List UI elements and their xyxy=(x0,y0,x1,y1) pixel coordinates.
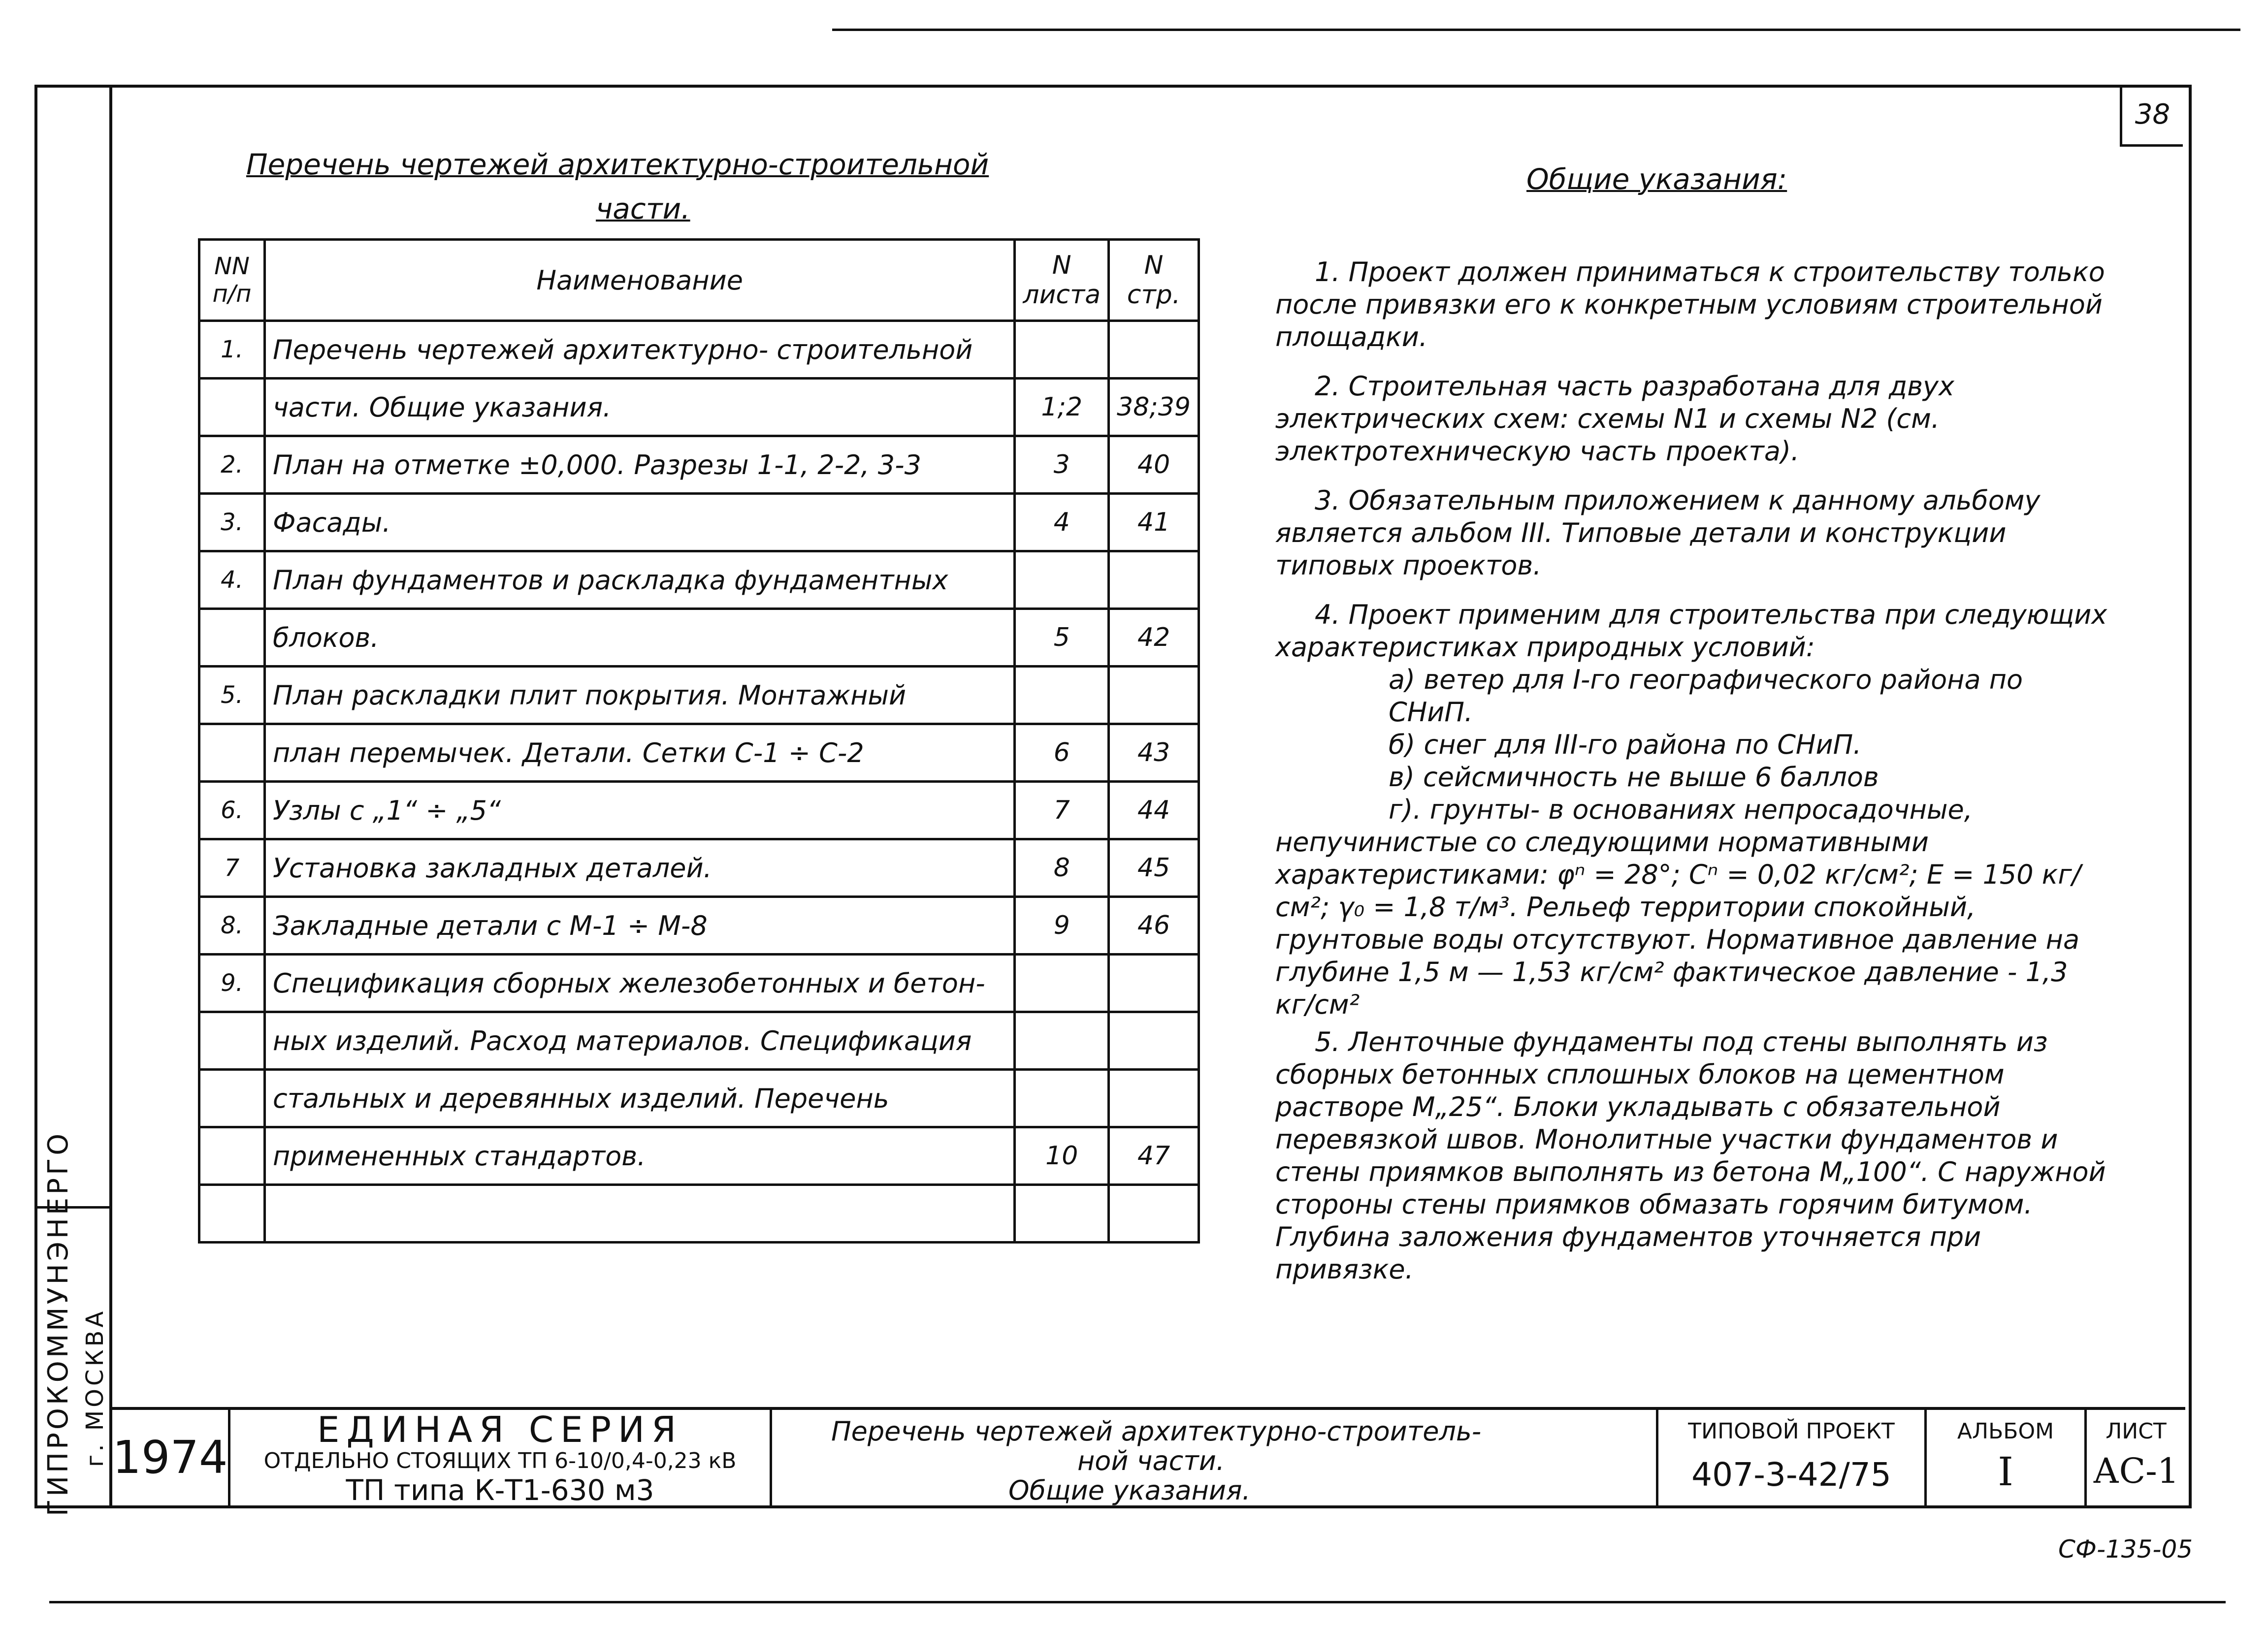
note-4b: б) снег для III-го района по СНиП. xyxy=(1389,729,1862,760)
sheet-cell xyxy=(2084,1410,2185,1505)
row-page xyxy=(1109,1012,1199,1070)
row-page xyxy=(1109,667,1199,724)
row-sheet: 7 xyxy=(1015,782,1109,839)
table-row xyxy=(199,436,1199,494)
org-name: ГИПРОКОММУНЭНЕРГО xyxy=(42,1130,74,1516)
table-row xyxy=(199,667,1199,724)
row-page xyxy=(1109,551,1199,609)
row-sheet: 4 xyxy=(1015,494,1109,551)
row-num xyxy=(199,379,265,436)
row-name: Спецификация сборных железобетонных и бетон- xyxy=(265,955,1015,1012)
table-row xyxy=(199,551,1199,609)
table-row xyxy=(199,1127,1199,1185)
row-num: 3. xyxy=(199,494,265,551)
table-row xyxy=(199,782,1199,839)
note-2: 2. Строительная часть разработана для двух электрических схем: схемы N1 и схемы N2 (см. электротехническую часть проекта). xyxy=(1275,371,1954,467)
table-row xyxy=(199,897,1199,955)
row-page: 38;39 xyxy=(1109,379,1199,436)
row-num xyxy=(199,1185,265,1243)
table-header-row xyxy=(199,240,1199,321)
table-row xyxy=(199,955,1199,1012)
row-name: Закладные детали с М-1 ÷ М-8 xyxy=(265,897,1015,955)
row-sheet: 8 xyxy=(1015,839,1109,897)
row-name: Установка закладных деталей. xyxy=(265,839,1015,897)
row-num xyxy=(199,1070,265,1127)
row-num xyxy=(199,1127,265,1185)
row-name: Узлы с „1“ ÷ „5“ xyxy=(265,782,1015,839)
sheet-value: АС-1 xyxy=(2093,1451,2179,1491)
row-sheet xyxy=(1015,667,1109,724)
note-5: 5. Ленточные фундаменты под стены выполнять из сборных бетонных сплошных блоков на цементном растворе М„25“. Блоки укладывать с обязательной перевязкой швов. Монолитные участки фундаментов и стены приямков выполнять из бетона М„100“. С наружной стороны стены приямков обмазать горячим битумом. Глубина заложения фундаментов уточняется при привязке. xyxy=(1275,1026,2106,1285)
series-line-2: ОТДЕЛЬНО СТОЯЩИХ ТП 6-10/0,4-0,23 кВ xyxy=(263,1448,737,1473)
row-page: 45 xyxy=(1109,839,1199,897)
note-4d: г). грунты- в основаниях непросадочные, непучинистые со следующими нормативными характеристиками: φⁿ = 28°; Cⁿ = 0,02 кг/см²; E = 150 кг/см²; γ₀ = 1,8 т/м³. Рельеф территории спокойный, грунтовые воды отсутствуют. Нормативное давление на глубине 1,5 м — 1,53 кг/см² фактическое давление - 1,3 кг/см² xyxy=(1275,794,2081,1020)
header-name: Наименование xyxy=(265,240,1015,321)
sheet-number: 38 xyxy=(2135,98,2171,130)
row-num: 2. xyxy=(199,436,265,494)
top-edge-line xyxy=(832,29,2240,31)
year: 1974 xyxy=(112,1431,228,1484)
row-page: 47 xyxy=(1109,1127,1199,1185)
row-num: 8. xyxy=(199,897,265,955)
series-cell xyxy=(228,1410,770,1505)
row-page: 46 xyxy=(1109,897,1199,955)
row-name: План на отметке ±0,000. Разрезы 1-1, 2-2, 3-3 xyxy=(265,436,1015,494)
row-num: 7 xyxy=(199,839,265,897)
row-num: 4. xyxy=(199,551,265,609)
row-name: План фундаментов и раскладка фундаментных xyxy=(265,551,1015,609)
row-sheet xyxy=(1015,321,1109,379)
album-value: I xyxy=(1998,1449,2013,1495)
row-sheet: 5 xyxy=(1015,609,1109,667)
table-row xyxy=(199,494,1199,551)
drawing-register-table xyxy=(198,238,1200,1244)
row-page: 41 xyxy=(1109,494,1199,551)
row-name: блоков. xyxy=(265,609,1015,667)
row-name: части. Общие указания. xyxy=(265,379,1015,436)
row-sheet xyxy=(1015,1012,1109,1070)
project-cell xyxy=(1656,1410,1924,1505)
table-row xyxy=(199,609,1199,667)
row-name: план перемычек. Детали. Сетки С-1 ÷ С-2 xyxy=(265,724,1015,782)
row-page xyxy=(1109,1070,1199,1127)
sheet-number-box xyxy=(2120,88,2183,147)
title-block xyxy=(112,1407,2185,1505)
register-title-cont: части. xyxy=(596,192,690,225)
table-row xyxy=(199,379,1199,436)
register-title: Перечень чертежей архитектурно-строительной xyxy=(246,148,989,181)
doc-title-3: Общие указания. xyxy=(1008,1475,1251,1506)
row-sheet xyxy=(1015,955,1109,1012)
doc-title-2: ной части. xyxy=(1077,1445,1225,1476)
row-sheet xyxy=(1015,551,1109,609)
row-sheet: 3 xyxy=(1015,436,1109,494)
document-title-cell xyxy=(770,1410,1656,1505)
project-label: ТИПОВОЙ ПРОЕКТ xyxy=(1688,1419,1895,1444)
table-row xyxy=(199,839,1199,897)
note-1: 1. Проект должен приниматься к строительству только после привязки его к конкретным условиям строительной площадки. xyxy=(1275,256,2105,352)
album-label: АЛЬБОМ xyxy=(1957,1419,2054,1444)
header-num: NN п/п xyxy=(199,240,265,321)
row-num xyxy=(199,724,265,782)
row-num xyxy=(199,1012,265,1070)
doc-title-1: Перечень чертежей архитектурно-строитель- xyxy=(831,1416,1482,1447)
row-name: Фасады. xyxy=(265,494,1015,551)
table-row xyxy=(199,1070,1199,1127)
series-line-3: ТП типа К-Т1-630 м3 xyxy=(346,1473,654,1507)
row-page xyxy=(1109,1185,1199,1243)
row-sheet xyxy=(1015,1070,1109,1127)
row-num: 6. xyxy=(199,782,265,839)
row-sheet xyxy=(1015,1185,1109,1243)
row-num: 1. xyxy=(199,321,265,379)
row-name: Перечень чертежей архитектурно- строительной xyxy=(265,321,1015,379)
note-4a: а) ветер для I-го географического района по СНиП. xyxy=(1389,664,2023,728)
row-page xyxy=(1109,955,1199,1012)
row-sheet: 10 xyxy=(1015,1127,1109,1185)
table-row xyxy=(199,321,1199,379)
city-name: г. МОСКВА xyxy=(81,1308,109,1467)
year-cell xyxy=(112,1410,228,1505)
row-name: ных изделий. Расход материалов. Спецификация xyxy=(265,1012,1015,1070)
header-page: N стр. xyxy=(1109,240,1199,321)
row-name xyxy=(265,1185,1015,1243)
row-name: План раскладки плит покрытия. Монтажный xyxy=(265,667,1015,724)
note-3: 3. Обязательным приложением к данному альбому является альбом III. Типовые детали и конструкции типовых проектов. xyxy=(1275,485,2041,581)
row-sheet: 1;2 xyxy=(1015,379,1109,436)
project-number: 407-3-42/75 xyxy=(1691,1456,1891,1494)
bottom-edge-line xyxy=(49,1601,2226,1603)
row-page xyxy=(1109,321,1199,379)
row-sheet: 9 xyxy=(1015,897,1109,955)
series-title: ЕДИНАЯ СЕРИЯ xyxy=(317,1409,683,1450)
row-num xyxy=(199,609,265,667)
footer-code: СФ-135-05 xyxy=(2058,1535,2193,1564)
row-page: 40 xyxy=(1109,436,1199,494)
row-num: 9. xyxy=(199,955,265,1012)
sheet-label: ЛИСТ xyxy=(2106,1419,2167,1444)
header-sheet: N листа xyxy=(1015,240,1109,321)
row-page: 44 xyxy=(1109,782,1199,839)
table-row xyxy=(199,1012,1199,1070)
row-name: стальных и деревянных изделий. Перечень xyxy=(265,1070,1015,1127)
row-sheet: 6 xyxy=(1015,724,1109,782)
row-page: 42 xyxy=(1109,609,1199,667)
notes-title: Общие указания: xyxy=(1526,162,1787,196)
row-page: 43 xyxy=(1109,724,1199,782)
general-notes xyxy=(1275,256,2112,1303)
row-name: примененных стандартов. xyxy=(265,1127,1015,1185)
row-num: 5. xyxy=(199,667,265,724)
note-4: 4. Проект применим для строительства при следующих характеристиках природных условий: xyxy=(1275,599,2107,663)
table-row xyxy=(199,724,1199,782)
album-cell xyxy=(1924,1410,2084,1505)
note-4c: в) сейсмичность не выше 6 баллов xyxy=(1389,762,1879,793)
table-row xyxy=(199,1185,1199,1243)
